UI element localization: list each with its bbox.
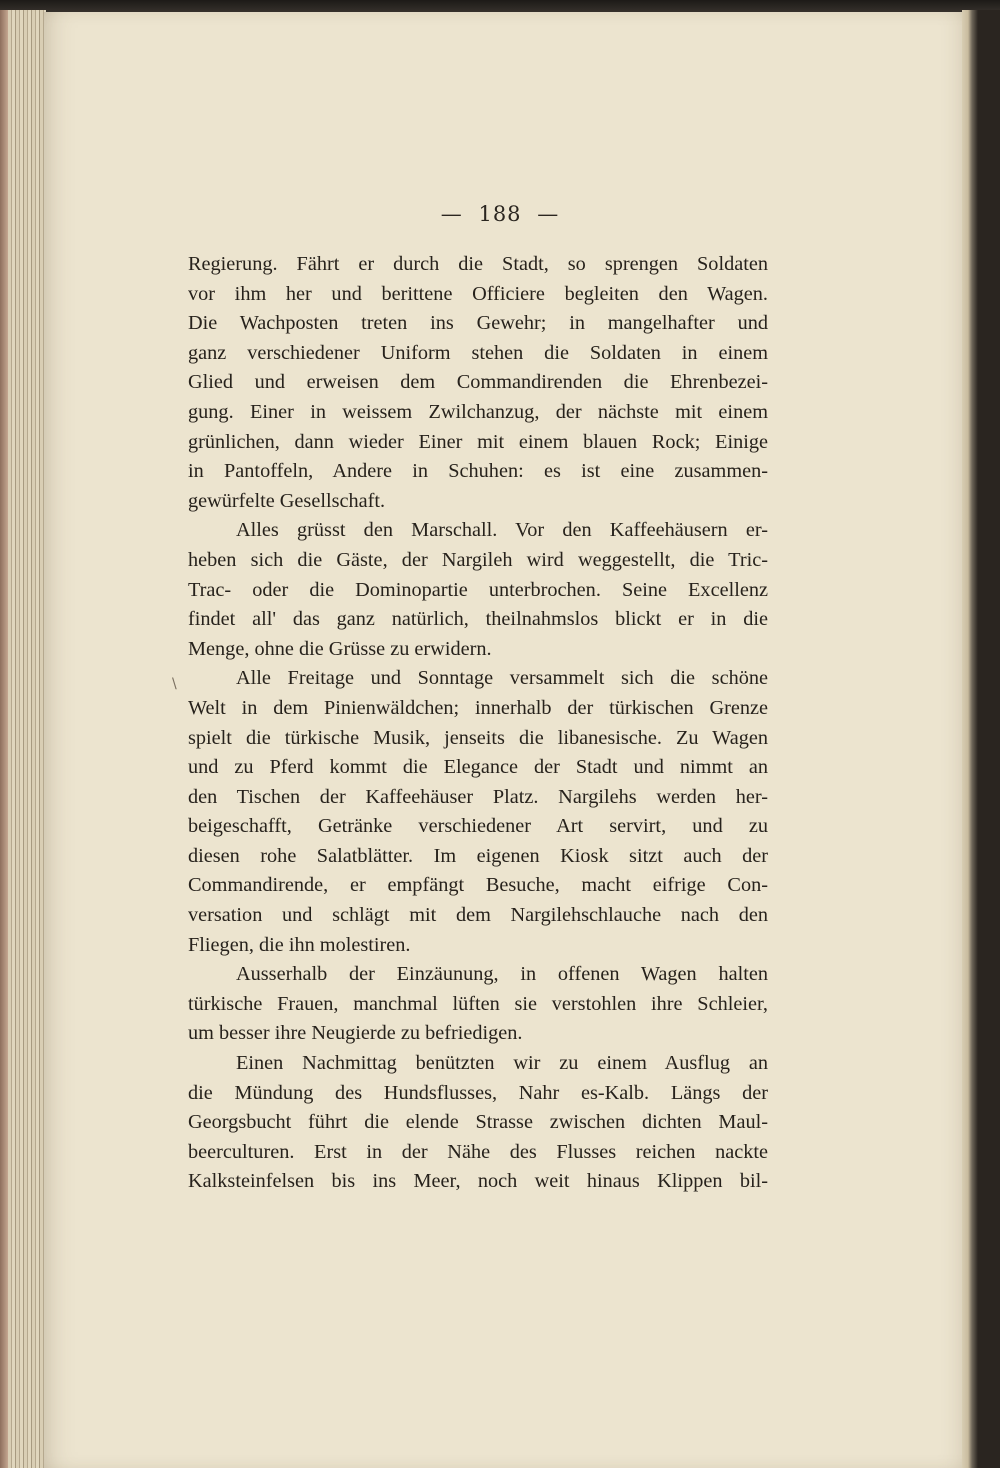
- text-line: in Pantoffeln, Andere in Schuhen: es ist eine zusammen-: [188, 460, 768, 483]
- text-line: Commandirende, er empfängt Besuche, macht eifrige Con-: [188, 874, 768, 897]
- text-line: findet all' das ganz natürlich, theilnahmslos blickt er in die: [188, 608, 768, 631]
- paragraph: [188, 664, 768, 960]
- page-stack-edges: [0, 10, 46, 1468]
- text-line: heben sich die Gäste, der Nargileh wird weggestellt, die Tric-: [188, 548, 768, 571]
- text-line: Ausserhalb der Einzäunung, in offenen Wagen halten: [236, 963, 768, 986]
- text-line: gewürfelte Gesellschaft.: [188, 489, 386, 512]
- text-line: die Mündung des Hundsflusses, Nahr es-Kalb. Längs der: [188, 1081, 768, 1104]
- text-line: Alle Freitage und Sonntage versammelt sich die schöne: [236, 667, 768, 690]
- text-line: ganz verschiedener Uniform stehen die Soldaten in einem: [188, 341, 768, 364]
- text-line: den Tischen der Kaffeehäuser Platz. Nargilehs werden her-: [188, 785, 768, 808]
- text-line: Georgsbucht führt die elende Strasse zwischen dichten Maul-: [188, 1111, 768, 1134]
- text-line: Die Wachposten treten ins Gewehr; in mangelhafter und: [188, 312, 768, 335]
- text-line: Trac- oder die Dominopartie unterbrochen. Seine Excellenz: [188, 578, 768, 601]
- text-line: gung. Einer in weissem Zwilchanzug, der nächste mit einem: [188, 400, 768, 423]
- page-number: 188: [478, 202, 522, 226]
- text-line: und zu Pferd kommt die Elegance der Stadt und nimmt an: [188, 756, 768, 779]
- page-number-dash-left: —: [440, 202, 463, 226]
- right-edge-shadow: [962, 10, 1000, 1468]
- text-line: türkische Frauen, manchmal lüften sie verstohlen ihre Schleier,: [188, 992, 768, 1015]
- paragraph: [188, 250, 768, 516]
- paragraph: [188, 1049, 768, 1197]
- paragraph: [188, 516, 768, 664]
- text-line: Einen Nachmittag benützten wir zu einem Ausflug an: [236, 1052, 768, 1075]
- text-line: diesen rohe Salatblätter. Im eigenen Kiosk sitzt auch der: [188, 844, 768, 867]
- text-line: Kalksteinfelsen bis ins Meer, noch weit hinaus Klippen bil-: [188, 1170, 768, 1193]
- body-text: [188, 250, 768, 1197]
- text-line: Alles grüsst den Marschall. Vor den Kaffeehäusern er-: [236, 519, 768, 542]
- stray-pencil-mark: \: [172, 676, 177, 692]
- text-line: Fliegen, die ihn molestiren.: [188, 933, 411, 956]
- text-line: grünlichen, dann wieder Einer mit einem blauen Rock; Einige: [188, 430, 768, 453]
- text-line: Menge, ohne die Grüsse zu erwidern.: [188, 637, 492, 660]
- page-number-dash-right: —: [537, 202, 560, 226]
- text-line: spielt die türkische Musik, jenseits die libanesische. Zu Wagen: [188, 726, 768, 749]
- paragraph: [188, 960, 768, 1049]
- text-line: beigeschafft, Getränke verschiedener Art servirt, und zu: [188, 815, 768, 838]
- text-line: Welt in dem Pinienwäldchen; innerhalb der türkischen Grenze: [188, 696, 768, 719]
- text-line: Glied und erweisen dem Commandirenden die Ehrenbezei-: [188, 371, 768, 394]
- page-number-header: [0, 202, 1000, 226]
- text-line: um besser ihre Neugierde zu befriedigen.: [188, 1022, 523, 1045]
- text-line: vor ihm her und berittene Officiere begleiten den Wagen.: [188, 282, 768, 305]
- text-line: versation und schlägt mit dem Nargilehschlauche nach den: [188, 904, 768, 927]
- text-line: beerculturen. Erst in der Nähe des Flusses reichen nackte: [188, 1140, 768, 1163]
- text-line: Regierung. Fährt er durch die Stadt, so sprengen Soldaten: [188, 253, 768, 275]
